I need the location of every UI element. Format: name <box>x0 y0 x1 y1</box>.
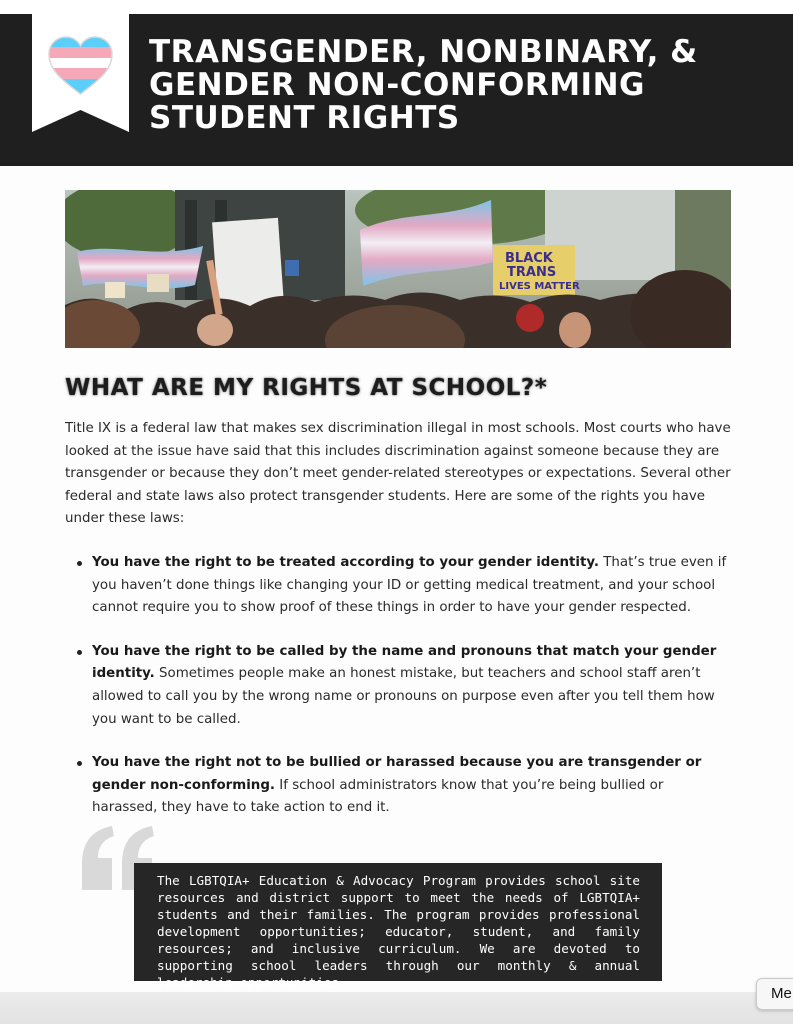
right-text: That’s true even if you haven’t done things like changing your ID or getting medical treatment, and your school cannot require you to show proof of these things in order to have your gender respected. <box>92 555 727 616</box>
protest-photo-illustration <box>65 190 731 348</box>
bullet-icon <box>77 561 82 566</box>
trans-flag-heart-icon <box>32 14 129 132</box>
right-heading: You have the right to be treated according to your gender identity. <box>92 555 599 570</box>
top-margin <box>0 0 793 14</box>
section-heading: WHAT ARE MY RIGHTS AT SCHOOL?* <box>65 375 548 401</box>
bottom-toolbar <box>0 992 793 1024</box>
intro-paragraph: Title IX is a federal law that makes sex discrimination illegal in most schools. Most courts who have looked at the issue have said that this includes discrimination against someone because they are transgender or because they don’t meet gender-related stereotypes or expectations. Several other federal and state laws also protect transgender students. Here are some of the rights you have under these laws: <box>65 421 731 527</box>
rights-list <box>65 552 731 841</box>
right-text: Sometimes people make an honest mistake, but teachers and school staff aren’t allowed to call you by the wrong name or pronouns on purpose even after you tell them how you want to be called. <box>92 666 715 727</box>
header-ribbon-badge <box>32 14 129 132</box>
list-item <box>65 752 731 820</box>
program-description-text: The LGBTQIA+ Education & Advocacy Program provides school site resources and district support to meet the needs of LGBTQIA+ students and their families. The program provides professional development opportunities; educator, student, and family resources; and inclusive curriculum. We are devoted to supporting school leaders through our monthly & annual leadership opportunities. <box>157 873 640 990</box>
sign-text: TRANS <box>507 265 557 280</box>
bullet-icon <box>77 761 82 766</box>
program-description-box <box>134 863 662 990</box>
right-heading: You have the right not to be bullied or harassed because you are transgender or gender non-conforming. <box>92 755 702 793</box>
page-header <box>0 14 793 166</box>
protest-photo <box>65 190 731 348</box>
bullet-icon <box>77 650 82 655</box>
title-line: TRANSGENDER, NONBINARY, & <box>149 34 698 70</box>
right-text: If school administrators know that you’re being bullied or harassed, they have to take action to end it. <box>92 777 664 816</box>
list-item <box>65 641 731 731</box>
page-title <box>149 36 769 135</box>
list-item <box>65 552 731 620</box>
sign-text: LIVES MATTER <box>499 281 580 292</box>
right-heading: You have the right to be called by the name and pronouns that match your gender identity. <box>92 643 717 682</box>
title-line: GENDER NON-CONFORMING <box>149 67 645 103</box>
sign-text: BLACK <box>505 251 553 266</box>
menu-button[interactable]: Me <box>756 978 793 1010</box>
title-line: STUDENT RIGHTS <box>149 100 460 136</box>
